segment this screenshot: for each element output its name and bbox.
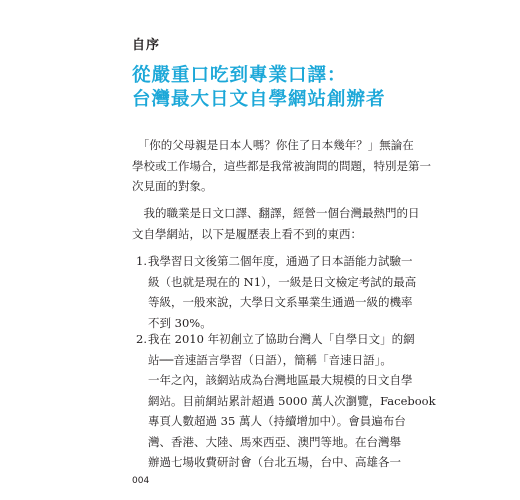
page-number: 004 xyxy=(132,476,150,486)
list-item-line: 專頁人數超過 35 萬人（持續增加中）。會員遍布台 xyxy=(148,414,406,428)
list-item-line: 等級，一般來說，大學日文系畢業生通過一級的機率 xyxy=(148,295,413,309)
list-item-1 xyxy=(132,251,417,333)
chapter-title-line-1: 從嚴重口吃到專業口譯： xyxy=(132,65,347,86)
chapter-title xyxy=(132,64,386,112)
list-item-line: 不到 30%。 xyxy=(148,315,212,330)
list-item-line: 一年之內，該網站成為台灣地區最大規模的日文自學 xyxy=(148,373,413,387)
list-item-line: 網站。目前網站累計超過 5000 萬人次瀏覽，Facebook xyxy=(148,393,436,408)
paragraph-line: 「你的父母親是日本人嗎？你住了日本幾年？」無論在 xyxy=(132,138,414,152)
list-item-line: 站──音速語言學習（日語），簡稱「音速日語」。 xyxy=(148,352,392,367)
list-item-line: 我在 2010 年初創立了協助台灣人「自學日文」的網 xyxy=(148,332,415,346)
paragraph-2 xyxy=(132,203,420,244)
chapter-title-line-2: 台灣最大日文自學網站創辦者 xyxy=(132,89,386,110)
list-item-line: 灣、香港、大陸、馬來西亞、澳門等地。在台灣舉 xyxy=(148,434,401,449)
paragraph-line: 學校或工作場合，這些都是我常被詢問的問題，特別是第一 xyxy=(132,158,431,173)
paragraph-line: 文自學網站，以下是履歷表上看不到的東西： xyxy=(132,226,362,241)
list-item-line: 辦過七場收費研討會（台北五場，台中、高雄各一 xyxy=(148,455,401,469)
list-item-line: 級（也就是現在的 N1），一級是日文檢定考試的最高 xyxy=(148,274,417,289)
list-item-number: 1. xyxy=(136,254,147,268)
paragraph-1 xyxy=(132,135,431,197)
paragraph-line: 次見面的對象。 xyxy=(132,179,213,193)
list-item-2 xyxy=(132,329,436,473)
list-item-line: 我學習日文後第二個年度，通過了日本語能力試驗一 xyxy=(148,254,413,268)
list-item-number: 2. xyxy=(136,332,147,346)
section-label: 自序 xyxy=(132,38,161,53)
paragraph-line: 我的職業是日文口譯、翻譯，經營一個台灣最熱門的日 xyxy=(132,206,420,220)
